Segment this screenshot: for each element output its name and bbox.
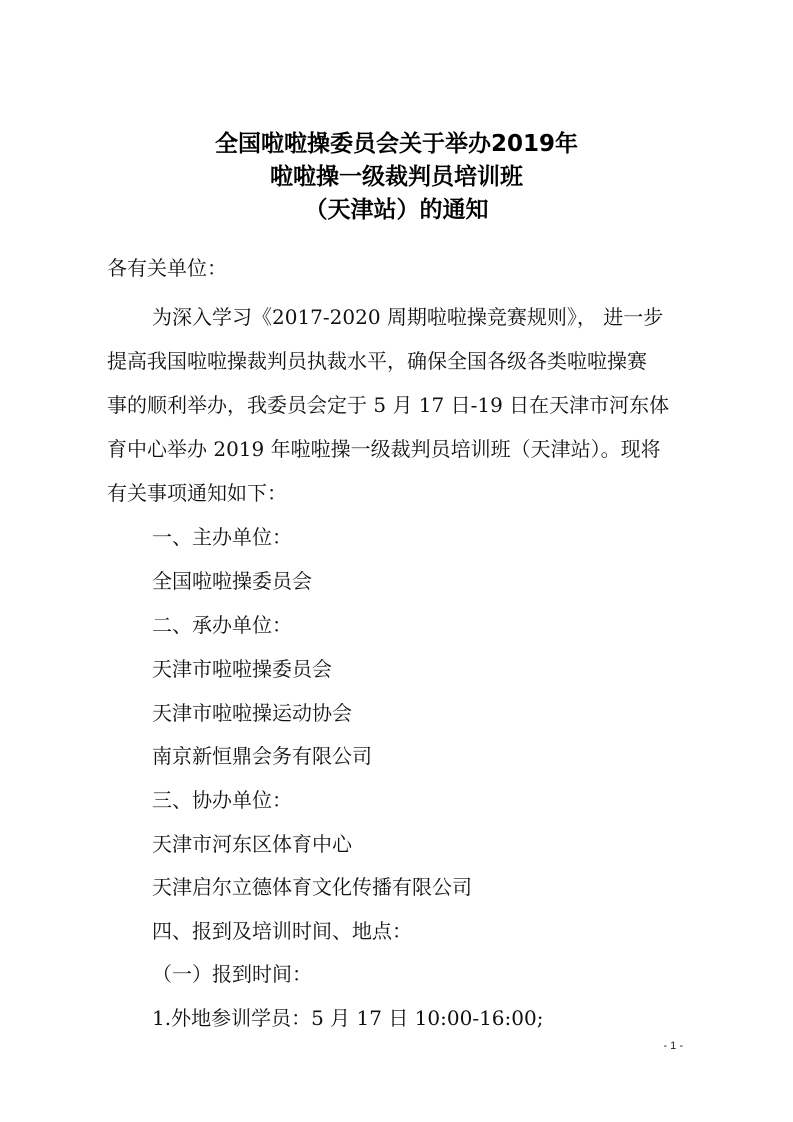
title-line-3: （天津站）的通知 (304, 197, 489, 223)
co-organizer-item: 天津启尔立德体育文化传播有限公司 (152, 875, 472, 899)
section-heading-schedule: 四、报到及培训时间、地点： (152, 919, 412, 943)
title-line-1: 全国啦啦操委员会关于举办2019年 (214, 131, 578, 157)
checkin-item: 1.外地参训学员：5 月 17 日 10:00-16:00; (152, 1006, 544, 1030)
section-heading-organizer: 一、主办单位： (152, 525, 292, 549)
section-heading-co-organizer: 三、协办单位： (152, 788, 292, 812)
host-item: 南京新恒鼎会务有限公司 (152, 744, 372, 768)
intro-line: 为深入学习《2017-2020 周期啦啦操竞赛规则》， 进一步 (152, 305, 664, 329)
salutation: 各有关单位： (107, 256, 227, 280)
organizer-item: 全国啦啦操委员会 (152, 569, 312, 593)
host-item: 天津市啦啦操委员会 (152, 657, 332, 681)
intro-line: 提高我国啦啦操裁判员执裁水平，确保全国各级各类啦啦操赛 (107, 349, 647, 373)
co-organizer-item: 天津市河东区体育中心 (152, 832, 352, 856)
intro-line: 育中心举办 2019 年啦啦操一级裁判员培训班（天津站）。现将 (107, 437, 661, 461)
subsection-heading-checkin: （一）报到时间： (152, 962, 312, 986)
host-item: 天津市啦啦操运动协会 (152, 701, 352, 725)
section-heading-host: 二、承办单位： (152, 613, 292, 637)
intro-line: 有关事项通知如下： (107, 481, 287, 505)
page-number: - 1 - (663, 1040, 683, 1052)
intro-line: 事的顺利举办，我委员会定于 5 月 17 日-19 日在天津市河东体 (107, 393, 670, 417)
title-line-2: 啦啦操一级裁判员培训班 (270, 164, 523, 190)
